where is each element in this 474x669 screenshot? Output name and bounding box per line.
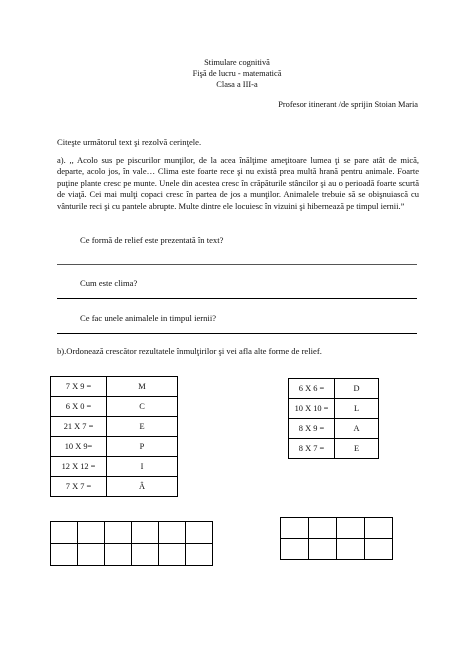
question-3: Ce fac unele animalele in timpul iernii? [80, 313, 217, 323]
letter-cell: M [107, 377, 178, 397]
answer-line-1[interactable] [57, 264, 417, 265]
table-row [289, 379, 379, 399]
letter-cell: E [107, 417, 178, 437]
answer-cell[interactable] [51, 522, 78, 544]
expression-cell: 10 X 10 = [289, 399, 335, 419]
letter-cell: Â [107, 477, 178, 497]
answer-cell[interactable] [105, 522, 132, 544]
grid-row [281, 539, 393, 560]
answer-line-2[interactable] [57, 298, 417, 299]
table-row [289, 399, 379, 419]
grid-row [281, 518, 393, 539]
answer-cell[interactable] [132, 544, 159, 566]
header-title: Stimulare cognitivă [204, 58, 270, 67]
answer-cell[interactable] [186, 522, 213, 544]
letter-cell: D [335, 379, 379, 399]
answer-cell[interactable] [337, 518, 365, 539]
grid-row [51, 522, 213, 544]
question-2: Cum este clima? [80, 278, 138, 288]
letter-cell: I [107, 457, 178, 477]
grid-row [51, 544, 213, 566]
table-row [51, 437, 178, 457]
answer-cell[interactable] [309, 518, 337, 539]
answer-cell[interactable] [186, 544, 213, 566]
answer-cell[interactable] [78, 522, 105, 544]
answer-cell[interactable] [78, 544, 105, 566]
table-row [51, 417, 178, 437]
answer-cell[interactable] [51, 544, 78, 566]
expression-cell: 6 X 0 = [51, 397, 107, 417]
answer-cell[interactable] [159, 544, 186, 566]
letter-cell: E [335, 439, 379, 459]
expression-cell: 21 X 7 = [51, 417, 107, 437]
teacher-name: Profesor itinerant /de sprijin Stoian Maria [278, 100, 418, 109]
answer-line-3[interactable] [57, 333, 417, 334]
answer-cell[interactable] [159, 522, 186, 544]
multiplication-table-right [288, 378, 379, 459]
expression-cell: 8 X 7 = [289, 439, 335, 459]
letter-cell: C [107, 397, 178, 417]
answer-cell[interactable] [132, 522, 159, 544]
main-instruction: Citeşte următorul text şi rezolvă cerinţele. [57, 137, 202, 147]
answer-cell[interactable] [337, 539, 365, 560]
part-b-instruction: b).Ordonează crescător rezultatele înmulţirilor şi vei afla alte forme de relief. [57, 346, 322, 356]
letter-cell: P [107, 437, 178, 457]
expression-cell: 6 X 6 = [289, 379, 335, 399]
answer-cell[interactable] [365, 539, 393, 560]
answer-cell[interactable] [281, 539, 309, 560]
table-row [51, 477, 178, 497]
table-row [289, 419, 379, 439]
expression-cell: 12 X 12 = [51, 457, 107, 477]
table-row [289, 439, 379, 459]
answer-cell[interactable] [309, 539, 337, 560]
expression-cell: 8 X 9 = [289, 419, 335, 439]
answer-cell[interactable] [365, 518, 393, 539]
answer-cell[interactable] [105, 544, 132, 566]
answer-cell[interactable] [281, 518, 309, 539]
table-row [51, 397, 178, 417]
letter-cell: A [335, 419, 379, 439]
expression-cell: 7 X 7 = [51, 477, 107, 497]
question-1: Ce formă de relief este prezentată în text? [80, 235, 224, 245]
answer-grid-right [280, 517, 393, 560]
header-class: Clasa a III-a [216, 80, 258, 89]
table-row [51, 457, 178, 477]
answer-grid-left [50, 521, 213, 566]
table-row [51, 377, 178, 397]
reading-text: a). ,, Acolo sus pe piscurilor munţilor, de la acea înălţime ameţitoare lumea ţi se pare atât de mică, departe, acolo jos, în vale… Clima este foarte rece şi nu există prea multă hrană pentru animale. Foarte puţine plante cresc pe munte. Unele din acestea cresc în crăpăturile stâncilor şi au o perioadă foarte scurtă de viaţă. Cei mai mulţi copaci cresc în partea de jos a munţilor. Animalele trebuie să se obişnuiască cu vânturile reci şi cu pantele abrupte. Multe dintre ele locuiesc în vizuini şi hibernează pe timpul iernii.” [57, 155, 419, 211]
header-subject: Fişă de lucru - matematică [192, 69, 282, 78]
multiplication-table-left [50, 376, 178, 497]
letter-cell: L [335, 399, 379, 419]
expression-cell: 10 X 9= [51, 437, 107, 457]
expression-cell: 7 X 9 = [51, 377, 107, 397]
